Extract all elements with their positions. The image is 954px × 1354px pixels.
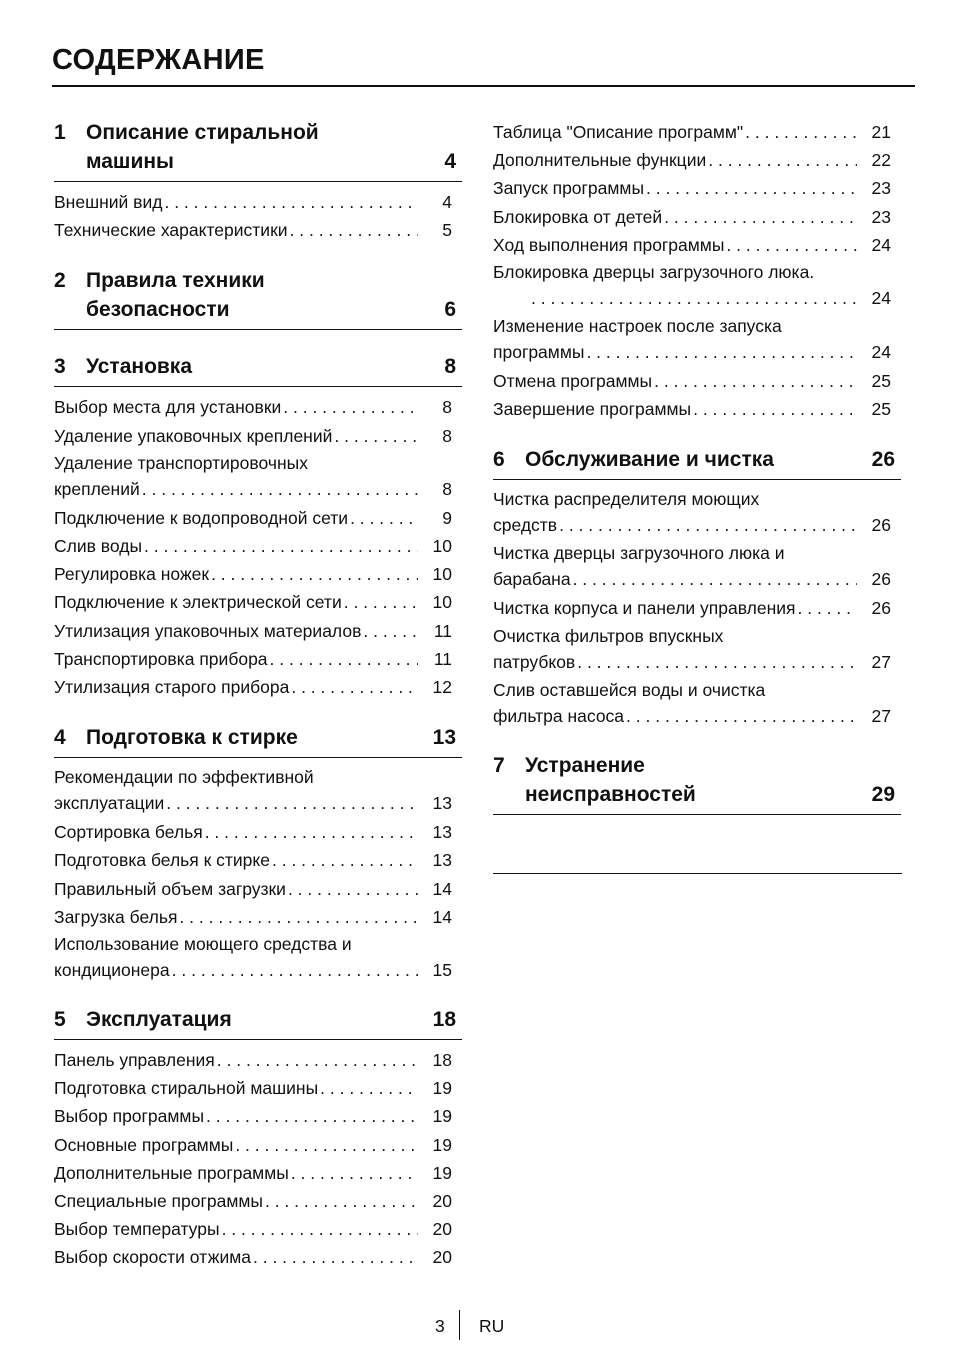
section-heading-text [493, 751, 696, 809]
entry-row [493, 703, 899, 729]
entry-label-line: Блокировка дверцы загрузочного люка. [493, 262, 815, 283]
section-title-line: Обслуживание и чистка [525, 448, 774, 472]
entry-page-number: 26 [871, 515, 891, 536]
section-page-number: 8 [444, 355, 456, 379]
dot-leader [708, 146, 857, 174]
entry-label: Таблица "Описание программ" [493, 122, 744, 142]
dot-leader [164, 188, 418, 216]
entry-page-number: 23 [871, 178, 891, 199]
section-heading-text [54, 266, 265, 324]
toc-entry[interactable] [54, 931, 462, 983]
title-divider [52, 85, 915, 87]
entry-label: Правильный объем загрузки [54, 878, 286, 899]
entry-label-line: Чистка распределителя моющих [493, 489, 760, 510]
toc-entry[interactable] [54, 560, 462, 588]
section-title [525, 751, 696, 809]
entry-row [54, 560, 460, 588]
dot-leader [626, 703, 857, 729]
section-page-number: 4 [444, 150, 456, 173]
toc-entry[interactable] [54, 216, 462, 244]
toc-entry[interactable] [54, 504, 462, 532]
entry-page-number: 10 [432, 592, 452, 613]
entry-label: Загрузка белья [54, 906, 178, 927]
entry-page-number: 4 [442, 192, 452, 212]
entry-label: Выбор места для установки [54, 397, 282, 418]
toc-section [54, 1005, 462, 1272]
toc-entry[interactable] [54, 422, 462, 450]
entry-label-line: Использование моющего средства и [54, 934, 352, 955]
entry-label: Внешний вид [54, 192, 163, 212]
entry-label: Выбор скорости отжима [54, 1247, 251, 1268]
entry-page-number: 26 [871, 569, 891, 590]
section-number: 6 [493, 448, 505, 472]
entry-page-number: 10 [432, 536, 452, 557]
dot-leader [179, 903, 418, 931]
entry-label: кондиционера [54, 960, 170, 981]
entry-page-number: 11 [433, 648, 452, 669]
section-title-line: Правила техники [86, 269, 265, 293]
entry-row [54, 1159, 460, 1187]
toc-entry[interactable] [493, 623, 901, 675]
entry-row [54, 588, 460, 616]
section-title-line: Устранение [525, 753, 645, 777]
toc-entry[interactable] [493, 367, 901, 395]
entry-page-number: 24 [871, 288, 891, 309]
entry-row [493, 231, 899, 259]
entry-row [493, 566, 899, 592]
entry-label: Чистка корпуса и панели управления [493, 598, 796, 619]
entry-page-number: 25 [871, 399, 891, 420]
entry-row [54, 790, 460, 816]
entry-label: Технические характеристики [54, 220, 288, 241]
entry-label: Панель управления [54, 1050, 215, 1071]
entry-row [54, 645, 460, 673]
entry-page-number: 10 [432, 564, 452, 585]
section-number: 1 [54, 121, 66, 144]
entry-label: Транспортировка прибора [54, 648, 268, 669]
toc-section [493, 118, 901, 423]
section-heading-text [54, 723, 298, 752]
section-heading[interactable] [54, 352, 462, 387]
section-title-line: Подготовка к стирке [86, 726, 298, 750]
entry-page-number: 13 [432, 850, 452, 871]
entry-page-number: 5 [442, 220, 452, 241]
toc-entry[interactable] [54, 818, 462, 846]
dot-leader [290, 216, 418, 244]
dot-leader [559, 512, 857, 538]
entry-page-number: 25 [871, 371, 891, 392]
entry-label: Подготовка стиральной машины [54, 1078, 319, 1099]
toc-entry[interactable] [493, 259, 901, 311]
entry-label: Слив воды [54, 536, 143, 557]
entry-label: Регулировка ножек [54, 564, 210, 585]
entry-row [493, 594, 899, 622]
toc-entry[interactable] [493, 118, 901, 146]
toc-entry[interactable] [54, 645, 462, 673]
entry-row [493, 395, 899, 423]
entry-label: Отмена программы [493, 371, 653, 392]
entry-page-number: 20 [432, 1191, 452, 1212]
section-title-line: машины [86, 150, 174, 173]
dot-leader [288, 875, 418, 903]
entry-page-number: 27 [871, 705, 891, 726]
dot-leader [291, 1159, 418, 1187]
section-title [525, 445, 774, 474]
entry-row [54, 903, 460, 931]
entry-page-number: 26 [871, 598, 891, 619]
entry-label: Завершение программы [493, 399, 692, 420]
entry-label-line: Удаление транспортировочных [54, 452, 308, 473]
dot-leader [531, 285, 857, 311]
dot-leader [265, 1187, 418, 1215]
toc-entry[interactable] [54, 1243, 462, 1271]
entry-page-number: 13 [432, 822, 452, 843]
section-title-line: Эксплуатация [86, 1008, 232, 1032]
entry-label: Блокировка от детей [493, 206, 663, 227]
toc-left-column [54, 118, 462, 1294]
dot-leader [222, 1215, 418, 1243]
dot-leader [726, 231, 857, 259]
section-heading-text [54, 1005, 232, 1034]
toc-entry[interactable] [493, 231, 901, 259]
entry-label: Ход выполнения программы [493, 234, 725, 255]
entry-row [54, 532, 460, 560]
entry-page-number: 12 [432, 677, 452, 698]
section-number: 5 [54, 1008, 66, 1032]
entry-page-number: 19 [432, 1134, 452, 1155]
dot-leader [166, 790, 418, 816]
dot-leader [344, 588, 418, 616]
dot-leader [350, 504, 418, 532]
entry-page-number: 24 [871, 234, 891, 255]
entry-page-number: 22 [871, 150, 891, 171]
toc-entry[interactable] [54, 1159, 462, 1187]
entry-label: Подключение к водопроводной сети [54, 507, 349, 528]
toc-entry[interactable] [54, 1131, 462, 1159]
toc-entry[interactable] [493, 594, 901, 622]
toc-entry[interactable] [54, 450, 462, 502]
entry-page-number: 19 [432, 1078, 452, 1099]
entry-row [54, 1215, 460, 1243]
entry-page-number: 8 [442, 397, 452, 418]
dot-leader [283, 393, 418, 421]
toc-entry[interactable] [493, 146, 901, 174]
section-heading[interactable] [54, 118, 462, 182]
section-page-number: 26 [871, 448, 895, 472]
toc-entry[interactable] [54, 673, 462, 701]
toc-section [54, 723, 462, 983]
dot-leader [577, 649, 857, 675]
section-heading[interactable] [54, 723, 462, 758]
entry-label-line: Рекомендации по эффективной [54, 767, 314, 788]
toc-section [493, 751, 901, 815]
entry-row [54, 1074, 460, 1102]
footer-page-number: 3 [435, 1316, 445, 1336]
toc-section [493, 445, 901, 728]
dot-leader [142, 476, 418, 502]
entry-row [54, 393, 460, 421]
section-title [86, 266, 265, 324]
toc-entry[interactable] [54, 1046, 462, 1074]
toc-entry[interactable] [493, 313, 901, 365]
entry-page-number: 8 [442, 425, 452, 446]
dot-leader [745, 118, 857, 146]
entry-page-number: 21 [871, 122, 891, 142]
entry-row [493, 174, 899, 202]
dot-leader [693, 395, 857, 423]
entry-label: Основные программы [54, 1134, 234, 1155]
toc-section [54, 266, 462, 330]
entry-row [54, 188, 460, 216]
toc-entry[interactable] [54, 764, 462, 816]
section-heading-text [54, 118, 319, 176]
entry-row [493, 512, 899, 538]
section-title [86, 352, 192, 381]
footer-separator [459, 1310, 460, 1340]
entry-row [493, 203, 899, 231]
dot-leader [217, 1046, 418, 1074]
entry-row [493, 367, 899, 395]
section-title-line: Описание стиральной [86, 121, 319, 144]
entry-row [54, 818, 460, 846]
toc-entry[interactable] [54, 1074, 462, 1102]
section-title [86, 1005, 232, 1034]
dot-leader [211, 560, 418, 588]
dot-leader [272, 846, 418, 874]
entry-label: патрубков [493, 651, 576, 672]
section-title-line: Установка [86, 355, 192, 379]
entry-row [54, 476, 460, 502]
dot-leader [172, 957, 418, 983]
dot-leader [205, 818, 418, 846]
entry-label: фильтра насоса [493, 705, 625, 726]
entry-label: креплений [54, 478, 140, 499]
entry-row [54, 1046, 460, 1074]
section-title-line: безопасности [86, 298, 230, 322]
entry-label: эксплуатации [54, 793, 165, 814]
entry-page-number: 14 [432, 878, 452, 899]
toc-entry[interactable] [493, 395, 901, 423]
entry-page-number: 24 [871, 342, 891, 363]
entry-label: Утилизация старого прибора [54, 677, 290, 698]
section-number: 3 [54, 355, 66, 379]
entry-row [493, 649, 899, 675]
dot-leader [586, 339, 857, 365]
entry-label: Подготовка белья к стирке [54, 850, 270, 871]
entry-label: Дополнительные функции [493, 150, 707, 171]
entry-row [54, 846, 460, 874]
toc-section [54, 352, 462, 701]
page-title: СОДЕРЖАНИЕ [52, 44, 265, 76]
entry-page-number: 18 [432, 1050, 452, 1071]
section-title [86, 118, 319, 176]
entry-row [54, 957, 460, 983]
toc-entry[interactable] [493, 486, 901, 538]
dot-leader [320, 1074, 418, 1102]
entry-label: Удаление упаковочных креплений [54, 425, 333, 446]
toc-entry[interactable] [493, 677, 901, 729]
entry-row [493, 118, 899, 146]
entry-label-line: Слив оставшейся воды и очистка [493, 679, 766, 700]
toc-entry[interactable] [54, 617, 462, 645]
toc-entry[interactable] [54, 903, 462, 931]
dot-leader [363, 617, 418, 645]
right-column-end-divider [493, 873, 902, 874]
dot-leader [334, 422, 418, 450]
dot-leader [646, 174, 857, 202]
entry-label: Выбор программы [54, 1106, 205, 1127]
entry-row [54, 673, 460, 701]
toc-entry[interactable] [54, 532, 462, 560]
section-page-number: 18 [432, 1008, 456, 1032]
entry-row [54, 617, 460, 645]
entry-page-number: 19 [432, 1106, 452, 1127]
toc-entry[interactable] [54, 188, 462, 216]
entry-page-number: 13 [432, 793, 452, 814]
entry-label: Утилизация упаковочных материалов [54, 620, 362, 641]
toc-entry[interactable] [54, 846, 462, 874]
entry-row [493, 146, 899, 174]
entry-label: Специальные программы [54, 1191, 263, 1212]
entry-row [54, 216, 460, 244]
dot-leader [654, 367, 857, 395]
entry-row [54, 1102, 460, 1130]
entry-page-number: 23 [871, 206, 891, 227]
entry-page-number: 8 [442, 478, 452, 499]
dot-leader [253, 1243, 418, 1271]
entry-row [493, 339, 899, 365]
entry-label-line: Очистка фильтров впускных [493, 625, 724, 646]
entry-label-line: Чистка дверцы загрузочного люка и [493, 543, 785, 564]
dot-leader [144, 532, 418, 560]
section-title-line: неисправностей [525, 782, 696, 806]
entry-row [493, 285, 899, 311]
entry-label: барабана [493, 569, 571, 590]
entry-label: Дополнительные программы [54, 1162, 289, 1183]
toc-entry[interactable] [493, 174, 901, 202]
section-heading[interactable] [54, 1005, 462, 1040]
entry-row [54, 1187, 460, 1215]
entry-label: Выбор температуры [54, 1219, 220, 1240]
entry-row [54, 875, 460, 903]
toc-entry[interactable] [54, 1215, 462, 1243]
toc-entry[interactable] [54, 588, 462, 616]
entry-row [54, 504, 460, 532]
toc-entry[interactable] [54, 1187, 462, 1215]
section-page-number: 13 [432, 726, 456, 750]
entry-page-number: 27 [871, 651, 891, 672]
footer-language: RU [479, 1316, 505, 1336]
section-page-number: 29 [871, 782, 895, 806]
toc-entry[interactable] [54, 1102, 462, 1130]
dot-leader [664, 203, 857, 231]
toc-entry[interactable] [493, 540, 901, 592]
dot-leader [798, 594, 858, 622]
dot-leader [291, 673, 418, 701]
entry-page-number: 9 [442, 507, 452, 528]
dot-leader [206, 1102, 418, 1130]
section-heading[interactable] [493, 751, 901, 815]
entry-page-number: 20 [432, 1247, 452, 1268]
entry-page-number: 11 [433, 620, 452, 641]
entry-page-number: 19 [432, 1162, 452, 1183]
entry-label: Подключение к электрической сети [54, 592, 342, 613]
toc-section [54, 118, 462, 244]
dot-leader [270, 645, 418, 673]
section-number: 4 [54, 726, 66, 750]
entry-label: Запуск программы [493, 178, 645, 199]
section-title [86, 723, 298, 752]
toc-entry[interactable] [54, 875, 462, 903]
entry-page-number: 14 [432, 906, 452, 927]
entry-label: программы [493, 342, 585, 363]
dot-leader [573, 566, 857, 592]
section-page-number: 6 [444, 298, 456, 322]
entry-page-number: 20 [432, 1219, 452, 1240]
section-heading-text [493, 445, 774, 474]
toc-right-column [493, 118, 901, 837]
entry-page-number: 15 [432, 960, 452, 981]
entry-label-line: Изменение настроек после запуска [493, 316, 782, 337]
dot-leader [235, 1131, 418, 1159]
section-number: 7 [493, 753, 505, 777]
entry-row [54, 422, 460, 450]
section-heading[interactable] [54, 266, 462, 330]
entry-label: средств [493, 515, 558, 536]
section-heading-text [54, 352, 192, 381]
section-number: 2 [54, 269, 66, 293]
toc-entry[interactable] [54, 393, 462, 421]
section-heading[interactable] [493, 445, 901, 480]
entry-row [54, 1131, 460, 1159]
entry-label: Сортировка белья [54, 822, 203, 843]
entry-row [54, 1243, 460, 1271]
toc-entry[interactable] [493, 203, 901, 231]
